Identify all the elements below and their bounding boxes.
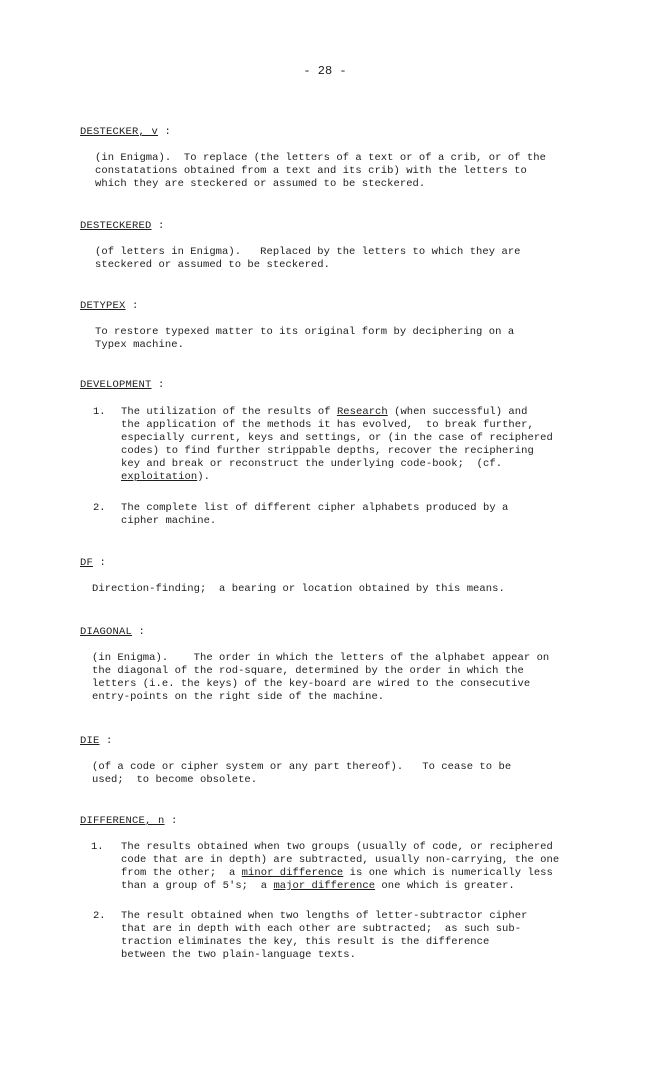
development-item-1-body: the application of the methods it has evolved, to break further, especially current, keys and settings, or (in the case of reciphered codes) to find further strippable depths, recover the reciphering key and break or reconstruct the underlying code-book; (cf. bbox=[121, 419, 553, 470]
definition-df: Direction-finding; a bearing or location obtained by this means. bbox=[92, 583, 505, 595]
term-word: DESTECKER, v bbox=[80, 126, 159, 138]
development-item-1-last-line bbox=[121, 471, 611, 484]
text-run: than a group of 5's; a bbox=[121, 880, 274, 892]
difference-item-1-line-3 bbox=[121, 867, 611, 880]
difference-item-1-lines: The results obtained when two groups (usually of code, or reciphered code that are in depth) are subtracted, usually non-carrying, the one bbox=[121, 841, 560, 866]
term-word: DIAGONAL bbox=[80, 626, 133, 638]
term-die bbox=[80, 735, 113, 747]
term-difference bbox=[80, 815, 178, 827]
term-word: DESTECKERED bbox=[80, 220, 152, 232]
term-word: DIE bbox=[80, 735, 100, 747]
text-run: ). bbox=[197, 471, 210, 483]
definition-die: (of a code or cipher system or any part thereof). To cease to be used; to become obsolete. bbox=[92, 761, 512, 786]
item-number: 1. bbox=[91, 841, 104, 853]
term-suffix: : bbox=[132, 626, 146, 638]
definition-desteckered: (of letters in Enigma). Replaced by the letters to which they are steckered or assumed to be steckered. bbox=[95, 246, 521, 271]
term-destecker bbox=[80, 126, 171, 138]
cross-reference-major-difference: major difference bbox=[273, 880, 376, 892]
term-suffix: : bbox=[151, 379, 165, 391]
term-word: DIFFERENCE, n bbox=[80, 815, 165, 827]
text-run: is one which is numerically less bbox=[343, 867, 553, 879]
definition-destecker: (in Enigma). To replace (the letters of a text or of a crib, or of the constatations obtained from a text and its crib) with the letters to which they are steckered or assumed to be steckered. bbox=[95, 152, 546, 190]
item-number: 2. bbox=[93, 910, 106, 922]
term-word: DEVELOPMENT bbox=[80, 379, 152, 391]
term-word: DETYPEX bbox=[80, 300, 126, 312]
term-df bbox=[80, 557, 106, 569]
term-diagonal bbox=[80, 626, 145, 638]
text-run: from the other; a bbox=[121, 867, 242, 879]
term-suffix: : bbox=[164, 815, 178, 827]
item-number: 1. bbox=[93, 406, 106, 418]
term-development bbox=[80, 379, 165, 391]
development-item-1-line-1 bbox=[121, 406, 611, 419]
term-detypex bbox=[80, 300, 139, 312]
difference-item-1-line-4 bbox=[121, 880, 611, 893]
difference-item-2: The result obtained when two lengths of letter-subtractor cipher that are in depth with each other are subtracted; as such sub- traction eliminates the key, this result is the difference between the two plain-language texts. bbox=[121, 910, 528, 961]
page-number: - 28 - bbox=[303, 64, 347, 78]
definition-diagonal: (in Enigma). The order in which the letters of the alphabet appear on the diagonal of the rod-square, determined by the order in which the letters (i.e. the keys) of the key-board are wired to the consecutive entry-points on the right side of the machine. bbox=[92, 652, 550, 703]
cross-reference-research: Research bbox=[336, 406, 388, 418]
term-word: DF bbox=[80, 557, 94, 569]
term-desteckered bbox=[80, 220, 165, 232]
term-suffix: : bbox=[99, 735, 113, 747]
term-suffix: : bbox=[151, 220, 165, 232]
development-item-2: The complete list of different cipher alphabets produced by a cipher machine. bbox=[121, 502, 509, 527]
text-run: one which is greater. bbox=[375, 880, 515, 892]
term-suffix: : bbox=[125, 300, 139, 312]
term-suffix: : bbox=[158, 126, 172, 138]
term-suffix: : bbox=[93, 557, 107, 569]
text-run: (when successful) and bbox=[387, 406, 528, 418]
text-run: The utilization of the results of bbox=[121, 406, 337, 418]
cross-reference-exploitation: exploitation bbox=[121, 471, 198, 483]
item-number: 2. bbox=[93, 502, 106, 514]
definition-detypex: To restore typexed matter to its original form by deciphering on a Typex machine. bbox=[95, 326, 515, 351]
cross-reference-minor-difference: minor difference bbox=[241, 867, 344, 879]
